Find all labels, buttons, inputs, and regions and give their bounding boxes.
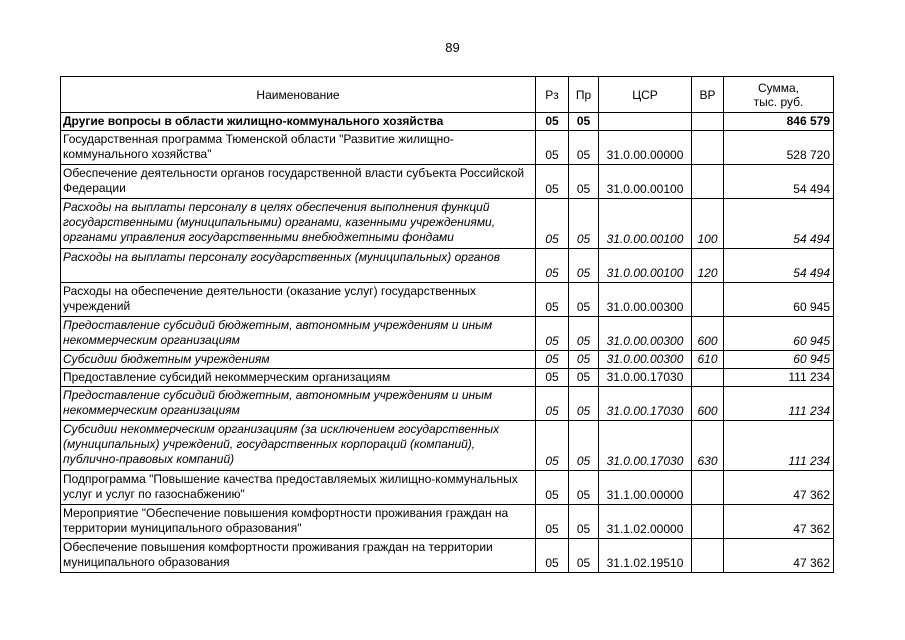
table-header	[61, 77, 834, 113]
table-row	[61, 471, 834, 505]
row-name-cell: Субсидии бюджетным учреждениям	[61, 351, 536, 369]
row-rz-cell: 05	[536, 199, 569, 249]
table-row	[61, 249, 834, 283]
row-name-cell: Предоставление субсидий некоммерческим организациям	[61, 369, 536, 387]
row-vr-cell	[692, 113, 724, 131]
header-row	[61, 77, 834, 113]
table-row	[61, 539, 834, 573]
row-name-cell: Обеспечение повышения комфортности проживания граждан на территории муниципального образования	[61, 539, 536, 573]
row-rz-cell: 05	[536, 539, 569, 573]
row-sum-cell: 60 945	[724, 351, 834, 369]
row-sum-cell: 111 234	[724, 421, 834, 471]
table-row	[61, 283, 834, 317]
row-sum-cell: 54 494	[724, 199, 834, 249]
row-sum-cell: 54 494	[724, 249, 834, 283]
row-csr-cell: 31.0.00.17030	[599, 421, 692, 471]
row-rz-cell: 05	[536, 387, 569, 421]
row-name-cell: Расходы на выплаты персоналу в целях обеспечения выполнения функций государственными (муниципальными) органами, казенными учреждениями, органами управления государственными внебюджетными фондами	[61, 199, 536, 249]
row-pr-cell: 05	[569, 113, 599, 131]
row-pr-cell: 05	[569, 369, 599, 387]
row-vr-cell	[692, 369, 724, 387]
row-rz-cell: 05	[536, 505, 569, 539]
row-name-cell: Предоставление субсидий бюджетным, автономным учреждениям и иным некоммерческим организациям	[61, 317, 536, 351]
row-rz-cell: 05	[536, 249, 569, 283]
row-csr-cell: 31.0.00.00100	[599, 249, 692, 283]
table-row	[61, 351, 834, 369]
row-vr-cell: 600	[692, 317, 724, 351]
table-row	[61, 113, 834, 131]
table-row	[61, 199, 834, 249]
header-rz: Рз	[536, 77, 569, 113]
header-sum	[724, 77, 834, 113]
table-body	[61, 113, 834, 573]
table-row	[61, 421, 834, 471]
row-rz-cell: 05	[536, 131, 569, 165]
row-sum-cell: 111 234	[724, 369, 834, 387]
row-vr-cell	[692, 505, 724, 539]
table-row	[61, 131, 834, 165]
row-name-cell: Субсидии некоммерческим организациям (за исключением государственных (муниципальных) учреждений, государственных корпораций (компаний), публично-правовых компаний)	[61, 421, 536, 471]
row-csr-cell: 31.0.00.00100	[599, 199, 692, 249]
row-vr-cell: 100	[692, 199, 724, 249]
row-sum-cell: 846 579	[724, 113, 834, 131]
row-vr-cell: 610	[692, 351, 724, 369]
row-name-cell: Расходы на выплаты персоналу государственных (муниципальных) органов	[61, 249, 536, 283]
row-rz-cell: 05	[536, 113, 569, 131]
row-pr-cell: 05	[569, 199, 599, 249]
header-name: Наименование	[61, 77, 536, 113]
row-rz-cell: 05	[536, 421, 569, 471]
row-vr-cell	[692, 471, 724, 505]
row-csr-cell: 31.1.02.19510	[599, 539, 692, 573]
row-pr-cell: 05	[569, 317, 599, 351]
row-pr-cell: 05	[569, 131, 599, 165]
row-csr-cell: 31.1.02.00000	[599, 505, 692, 539]
table-row	[61, 387, 834, 421]
row-pr-cell: 05	[569, 387, 599, 421]
row-rz-cell: 05	[536, 283, 569, 317]
row-csr-cell: 31.0.00.00300	[599, 283, 692, 317]
row-pr-cell: 05	[569, 505, 599, 539]
header-csr: ЦСР	[599, 77, 692, 113]
row-pr-cell: 05	[569, 249, 599, 283]
row-sum-cell: 47 362	[724, 539, 834, 573]
row-vr-cell	[692, 165, 724, 199]
row-sum-cell: 528 720	[724, 131, 834, 165]
row-name-cell: Государственная программа Тюменской области "Развитие жилищно-коммунального хозяйства"	[61, 131, 536, 165]
row-pr-cell: 05	[569, 351, 599, 369]
row-name-cell: Предоставление субсидий бюджетным, автономным учреждениям и иным некоммерческим организациям	[61, 387, 536, 421]
table-row	[61, 317, 834, 351]
row-sum-cell: 54 494	[724, 165, 834, 199]
row-name-cell: Расходы на обеспечение деятельности (оказание услуг) государственных учреждений	[61, 283, 536, 317]
row-rz-cell: 05	[536, 351, 569, 369]
row-sum-cell: 47 362	[724, 471, 834, 505]
row-vr-cell: 630	[692, 421, 724, 471]
row-csr-cell: 31.0.00.17030	[599, 369, 692, 387]
row-vr-cell	[692, 131, 724, 165]
header-sum-line2: тыс. руб.	[753, 94, 804, 109]
table-row	[61, 165, 834, 199]
row-rz-cell: 05	[536, 317, 569, 351]
header-pr: Пр	[569, 77, 599, 113]
table-row	[61, 369, 834, 387]
row-vr-cell: 120	[692, 249, 724, 283]
row-pr-cell: 05	[569, 539, 599, 573]
row-rz-cell: 05	[536, 369, 569, 387]
table-row	[61, 505, 834, 539]
row-sum-cell: 60 945	[724, 317, 834, 351]
row-sum-cell: 47 362	[724, 505, 834, 539]
row-pr-cell: 05	[569, 471, 599, 505]
row-csr-cell: 31.0.00.17030	[599, 387, 692, 421]
row-name-cell: Мероприятие "Обеспечение повышения комфортности проживания граждан на территории муниципального образования"	[61, 505, 536, 539]
row-csr-cell: 31.0.00.00300	[599, 317, 692, 351]
budget-table	[60, 76, 834, 573]
row-pr-cell: 05	[569, 283, 599, 317]
row-pr-cell: 05	[569, 165, 599, 199]
row-vr-cell: 600	[692, 387, 724, 421]
row-pr-cell: 05	[569, 421, 599, 471]
row-rz-cell: 05	[536, 471, 569, 505]
row-name-cell: Другие вопросы в области жилищно-коммунального хозяйства	[61, 113, 536, 131]
row-sum-cell: 111 234	[724, 387, 834, 421]
row-csr-cell	[599, 113, 692, 131]
row-sum-cell: 60 945	[724, 283, 834, 317]
header-vr: ВР	[692, 77, 724, 113]
row-rz-cell: 05	[536, 165, 569, 199]
row-csr-cell: 31.0.00.00300	[599, 351, 692, 369]
row-csr-cell: 31.1.00.00000	[599, 471, 692, 505]
header-sum-line1: Сумма,	[757, 80, 800, 95]
row-vr-cell	[692, 283, 724, 317]
row-vr-cell	[692, 539, 724, 573]
row-name-cell: Обеспечение деятельности органов государственной власти субъекта Российской Федерации	[61, 165, 536, 199]
row-name-cell: Подпрограмма "Повышение качества предоставляемых жилищно-коммунальных услуг и услуг по газоснабжению"	[61, 471, 536, 505]
row-csr-cell: 31.0.00.00100	[599, 165, 692, 199]
row-csr-cell: 31.0.00.00000	[599, 131, 692, 165]
page-number: 89	[445, 40, 460, 55]
